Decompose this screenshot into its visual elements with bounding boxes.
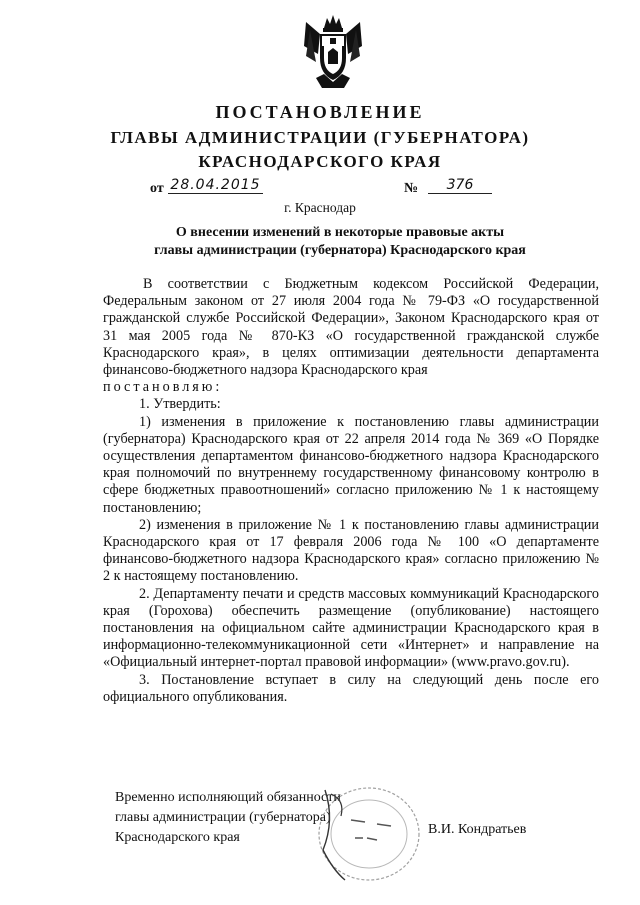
resolve-word: постановляю:: [103, 379, 223, 396]
item-1: 1. Утвердить:: [139, 396, 221, 413]
number-prefix: №: [404, 181, 419, 196]
document-body: [103, 276, 599, 706]
document-type: ПОСТАНОВЛЕНИЕ: [215, 102, 425, 122]
issuer-title: ГЛАВЫ АДМИНИСТРАЦИИ (ГУБЕРНАТОРА): [110, 128, 530, 147]
document-title: [120, 224, 560, 260]
item-1-sub-2: 2) изменения в приложение № 1 к постановлению главы администрации Краснодарского края от 17 февраля 2006 года № 100 «О департаменте финансово-бюджетного надзора Краснодарского края» согласно приложению № 2 к настоящему постановлению.: [103, 516, 599, 585]
document-city: г. Краснодар: [284, 200, 356, 215]
stamp-icon: [305, 780, 425, 890]
date-prefix: от: [150, 181, 164, 196]
title-line-2: главы администрации (губернатора) Краснодарского края: [154, 243, 526, 258]
title-line-1: О внесении изменений в некоторые правовые акты: [175, 225, 505, 240]
item-3: 3. Постановление вступает в силу на следующий день после его официального опубликования.: [103, 671, 599, 705]
issuer-region: КРАСНОДАРСКОГО КРАЯ: [198, 152, 442, 171]
signatory-name: В.И. Кондратьев: [428, 822, 527, 837]
item-2: 2. Департаменту печати и средств массовых коммуникаций Краснодарского края (Горохова) обеспечить размещение (опубликование) настоящего постановления на официальном сайте администрации Краснодарского края в информационно-телекоммуникационной сети «Интернет» и направление на «Официальный интернет-портал правовой информации» (www.pravo.gov.ru).: [103, 585, 599, 671]
coat-of-arms-icon: [300, 12, 366, 90]
intro-paragraph: В соответствии с Бюджетным кодексом Российской Федерации, Федеральным законом от 27 июля 2004 года № 79-ФЗ «О государственной гражданской службе Российской Федерации», Законом Краснодарского края от 31 мая 2005 года № 870-КЗ «О государственной гражданской службе Краснодарского края», в целях оптимизации деятельности департамента финансово-бюджетного надзора Краснодарского края: [103, 276, 599, 379]
item-1-sub-1: 1) изменения в приложение к постановлению главы администрации (губернатора) Краснодарского края от 22 апреля 2014 года № 369 «О Порядке осуществления департаментом финансово-бюджетного надзора Краснодарского края полномочий по внутреннему государственному финансовому контролю в сфере бюджетных правоотношений» согласно приложению № 1 к настоящему постановлению;: [103, 413, 599, 516]
document-number: 376: [428, 177, 492, 194]
signature-position-line-3: Краснодарского края: [115, 830, 240, 845]
signature-position-line-2: главы администрации (губернатора): [115, 810, 331, 825]
document-date: 28.04.2015: [168, 177, 263, 194]
signature-position-line-1: Временно исполняющий обязанности: [115, 790, 341, 805]
